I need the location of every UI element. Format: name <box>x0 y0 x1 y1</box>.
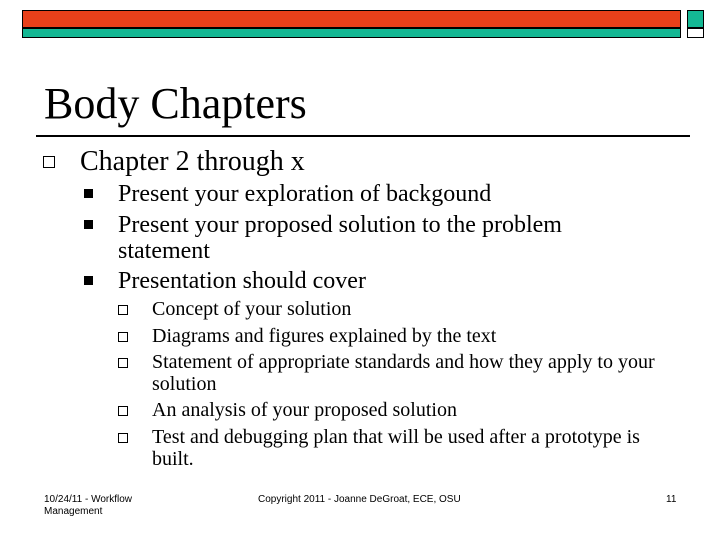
hollow-square-bullet-icon <box>118 358 128 368</box>
hollow-square-bullet-icon <box>43 156 55 168</box>
cover-item-text: An analysis of your proposed solution <box>152 399 457 421</box>
footer-copyright: Copyright 2011 - Joanne DeGroat, ECE, OSU <box>258 494 461 505</box>
title-underline <box>36 135 690 137</box>
hollow-square-bullet-icon <box>118 332 128 342</box>
hollow-square-bullet-icon <box>118 433 128 443</box>
footer-date: 10/24/11 - Workflow Management <box>44 494 133 517</box>
square-bullet-icon <box>84 220 93 229</box>
header-square-white <box>687 28 704 38</box>
square-bullet-icon <box>84 276 93 285</box>
hollow-square-bullet-icon <box>118 406 128 416</box>
header-square-teal <box>687 10 704 28</box>
sub-item-text: Presentation should cover <box>118 268 366 294</box>
cover-item-text: Diagrams and figures explained by the text <box>152 325 497 347</box>
sub-item-text: Present your proposed solution to the problem statement <box>118 212 562 264</box>
header-bar-red <box>22 10 681 28</box>
cover-item-text: Test and debugging plan that will be used after a prototype is built. <box>152 426 640 470</box>
hollow-square-bullet-icon <box>118 305 128 315</box>
header-bar-teal <box>22 28 681 38</box>
sub-item-text: Present your exploration of backgound <box>118 181 492 207</box>
square-bullet-icon <box>84 189 93 198</box>
slide-title: Body Chapters <box>44 79 307 128</box>
cover-item-text: Statement of appropriate standards and how they apply to your solution <box>152 351 655 395</box>
page-number: 11 <box>666 494 677 505</box>
bullet-text: Chapter 2 through x <box>80 146 305 177</box>
cover-item-text: Concept of your solution <box>152 298 352 320</box>
